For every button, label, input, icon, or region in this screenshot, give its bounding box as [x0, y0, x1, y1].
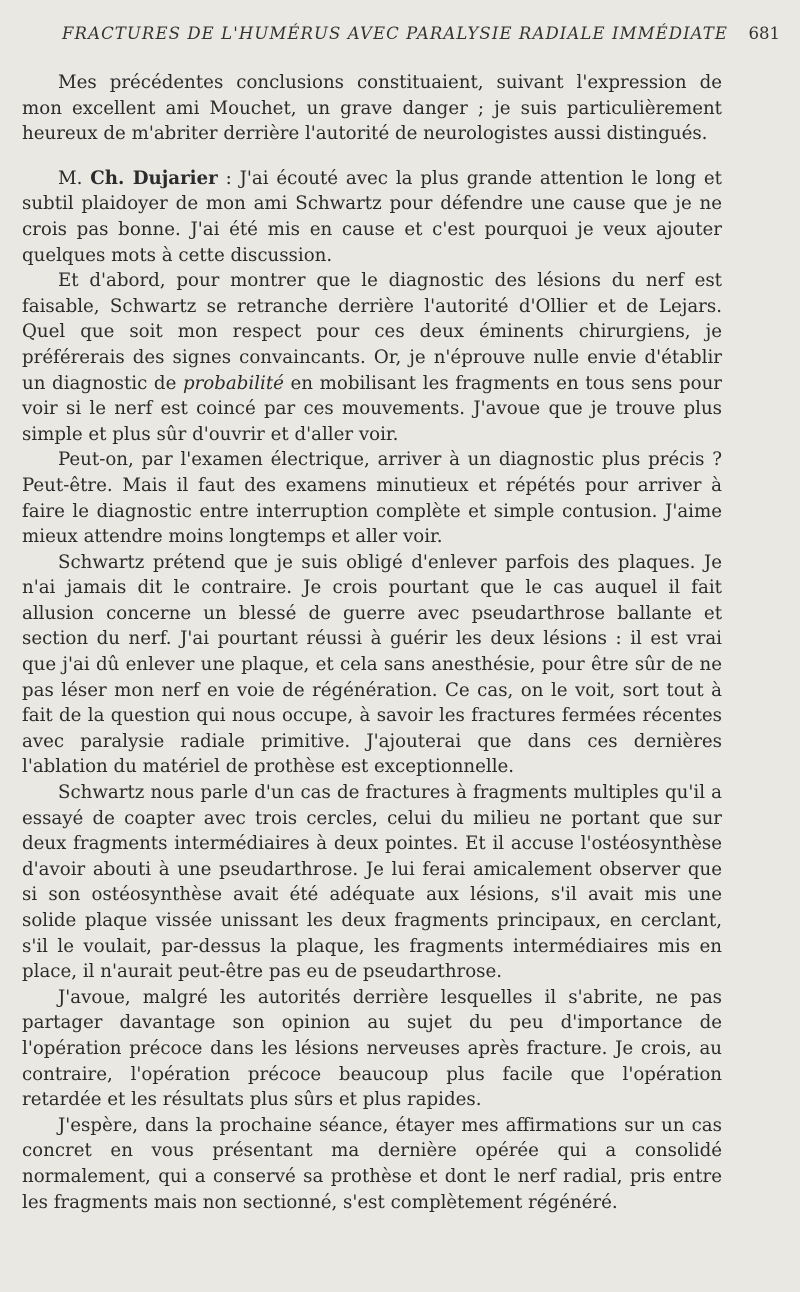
paragraph-3: [22, 268, 722, 447]
paragraph-5: [22, 550, 722, 780]
paragraph-8: [22, 1113, 722, 1215]
paragraph-6: [22, 780, 722, 985]
speaker-prefix: M.: [58, 167, 91, 189]
emphasized-word: probabilité: [182, 372, 284, 394]
paragraph-text: Schwartz prétend que je suis obligé d'enlever parfois des plaques. Je n'ai jamais dit le contraire. Je crois pourtant que le cas auquel il fait allusion concerne un blessé de guerre avec pseudarthrose ballante et section du nerf. J'ai pourtant réussi à guérir les deux lésions : il est vrai que j'ai dû enlever une plaque, et cela sans anesthésie, pour être sûr de ne pas léser mon nerf en voie de régénération. Ce cas, on le voit, sort tout à fait de la question qui nous occupe, à savoir les fractures fermées récentes avec paralysie radiale primitive. J'ajouterai que dans ces dernières l'ablation du matériel de prothèse est exceptionnelle.: [22, 551, 722, 778]
page-number: 681: [748, 24, 780, 43]
page-header: [62, 24, 782, 54]
paragraph-text: Peut-on, par l'examen électrique, arriver à un diagnostic plus précis ? Peut-être. Mais il faut des examens minutieux et répétés pour arriver à faire le diagnostic entre interruption complète et simple contusion. J'aime mieux attendre moins longtemps et aller voir.: [22, 449, 722, 548]
body-text: [22, 70, 722, 1215]
running-title: FRACTURES DE L'HUMÉRUS AVEC PARALYSIE RADIALE IMMÉDIATE: [62, 24, 729, 43]
paragraph-text: J'avoue, malgré les autorités derrière lesquelles il s'abrite, ne pas partager davantage son opinion au sujet du peu d'importance de l'opération précoce dans les lésions nerveuses après fracture. Je crois, au contraire, l'opération précoce beaucoup plus facile que l'opération retardée et les résultats plus sûrs et plus rapides.: [22, 986, 722, 1111]
paragraph-2: [22, 166, 722, 268]
paragraph-text: Mes précédentes conclusions constituaient, suivant l'expression de mon excellent ami Mouchet, un grave danger ; je suis particulièrement heureux de m'abriter derrière l'autorité de neurologistes aussi distingués.: [22, 72, 722, 145]
paragraph-text-continued: en mobilisant les fragments en tous sens pour voir si le nerf est coincé par ces mouvements. J'avoue que je trouve plus simple et plus sûr d'ouvrir et d'aller voir.: [22, 372, 722, 445]
paragraph-1: [22, 70, 722, 147]
paragraph-4: [22, 447, 722, 549]
speaker-name: Ch. Dujarier: [90, 167, 218, 189]
paragraph-text: : J'ai écouté avec la plus grande attention le long et subtil plaidoyer de mon ami Schwartz pour défendre une cause que je ne crois pas bonne. J'ai été mis en cause et c'est pourquoi je veux ajouter quelques mots à cette discussion.: [22, 167, 722, 266]
paragraph-text: Et d'abord, pour montrer que le diagnostic des lésions du nerf est faisable, Schwartz se retranche derrière l'autorité d'Ollier et de Lejars. Quel que soit mon respect pour ces deux éminents chirurgiens, je préférerais des signes convaincants. Or, je n'éprouve nulle envie d'établir un diagnostic de: [22, 270, 722, 394]
paragraph-text: Schwartz nous parle d'un cas de fractures à fragments multiples qu'il a essayé de coapter avec trois cercles, celui du milieu ne portant que sur deux fragments intermédiaires à deux pointes. Et il accuse l'ostéosynthèse d'avoir abouti à une pseudarthrose. Je lui ferai amicalement observer que si son ostéosynthèse avait été adéquate aux lésions, s'il avait mis une solide plaque vissée unissant les deux fragments principaux, en cerclant, s'il le voulait, par-dessus la plaque, les fragments intermédiaires mis en place, il n'aurait peut-être pas eu de pseudarthrose.: [22, 782, 722, 983]
paragraph-text: J'espère, dans la prochaine séance, étayer mes affirmations sur un cas concret en vous présentant ma dernière opérée qui a consolidé normalement, qui a conservé sa prothèse et dont le nerf radial, pris entre les fragments mais non sectionné, s'est complètement régénéré.: [22, 1114, 722, 1213]
paragraph-7: [22, 985, 722, 1113]
